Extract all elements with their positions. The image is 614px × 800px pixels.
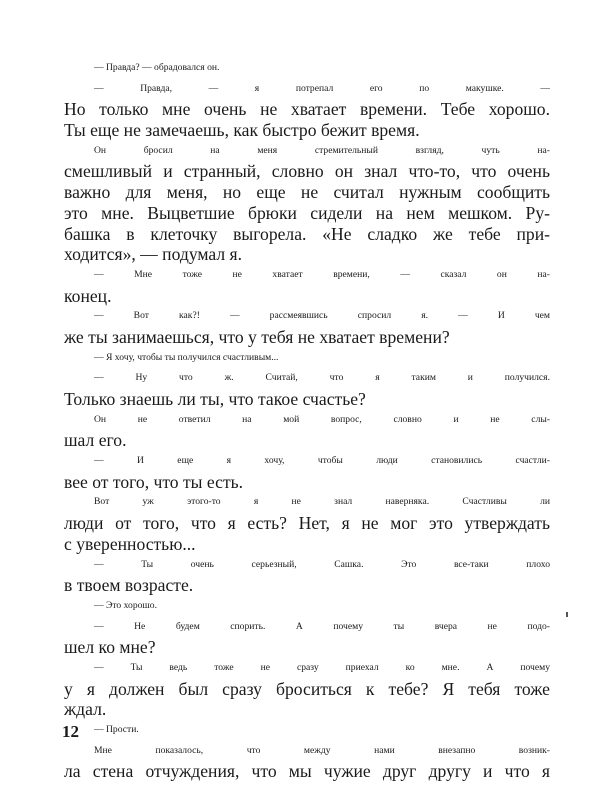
text-line: Он бросил на меня стремительный взгляд, чуть на- [94,144,550,156]
text-line: ждал. [64,699,107,720]
body-text [64,58,550,782]
text-line: вее от того, что ты есть. [64,471,244,492]
text-line: это мне. Выцветшие брюки сидели на нем мешком. Ру- [64,202,550,223]
text-line: — И еще я хочу, чтобы люди становились счастли- [94,455,550,467]
text-line: Но только мне очень не хватает времени. Тебе хорошо. [64,99,550,120]
print-speck [566,612,568,617]
text-line: — Ты очень серьезный, Сашка. Это все-таки плохо [94,558,550,570]
text-line: — Ты ведь тоже не сразу приехал ко мне. А почему [94,661,550,673]
text-line: — Не будем спорить. А почему ты вчера не подо- [94,620,550,632]
text-line: Он не ответил на мой вопрос, словно и не слы- [94,413,550,425]
text-line: же ты занимаешься, что у тебя не хватает времени? [64,326,450,347]
text-line: — Вот как?! — рассмеявшись спросил я. — И чем [94,310,550,322]
text-line: ла стена отчуждения, что мы чужие друг другу и что я [64,761,550,782]
text-line: башка в клеточку выгорела. «Не сладко же тебе при- [64,223,550,244]
text-line: — Я хочу, чтобы ты получился счастливым... [94,351,279,363]
text-line: ходится», — подумал я. [64,244,243,265]
text-line: важно для меня, но еще не считал нужным сообщить [64,182,550,203]
text-line: у я должен был сразу броситься к тебе? Я тебя тоже [64,678,550,699]
text-line: — Прости. [94,724,139,735]
text-line: — Ну что ж. Считай, что я таким и получился. [94,372,550,384]
text-line: люди от того, что я есть? Нет, я не мог это утверждать [64,513,550,534]
text-line: — Мне тоже не хватает времени, — сказал он на- [94,268,550,280]
text-line: Вот уж этого-то я не знал наверняка. Счастливы ли [94,496,550,508]
text-line: в твоем возрасте. [64,575,194,596]
text-line: — Правда? — обрадовался он. [94,62,220,73]
text-line: Ты еще не замечаешь, как быстро бежит время. [64,120,420,141]
text-line: шал его. [64,430,127,451]
text-line: шел ко мне? [64,637,156,658]
page-number: 12 [62,722,79,741]
text-line: конец. [64,285,112,306]
text-line: Мне показалось, что между нами внезапно возник- [94,744,550,756]
text-line: с уверенностью... [64,533,196,554]
text-line: — Правда, — я потрепал его по макушке. — [94,82,550,94]
text-line: — Это хорошо. [94,599,157,611]
text-line: смешливый и странный, словно он знал что-то, что очень [64,161,550,182]
text-line: Только знаешь ли ты, что такое счастье? [64,389,366,409]
